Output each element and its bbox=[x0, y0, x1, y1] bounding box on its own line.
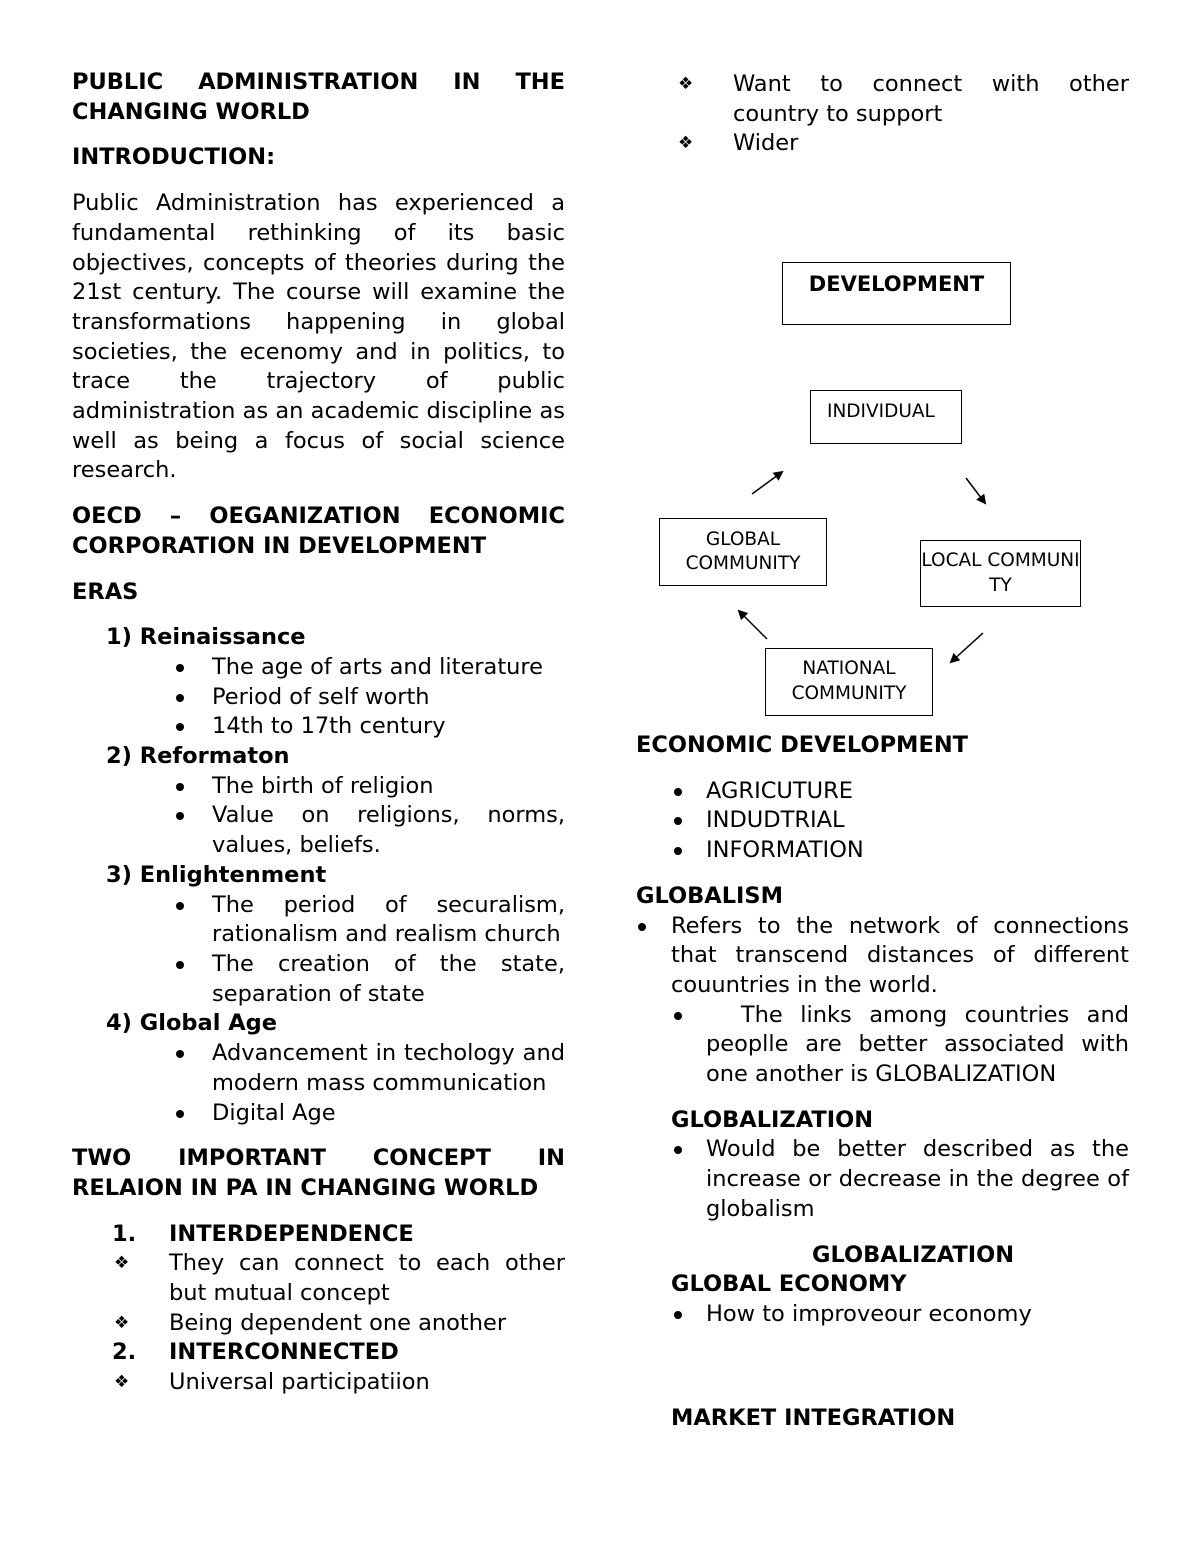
connect-bullet-text: Wider bbox=[733, 130, 799, 157]
global-community-label: GLOBAL COMMUNITY bbox=[685, 529, 801, 574]
era-title: 2) Reformaton bbox=[106, 743, 290, 770]
globalization-list bbox=[636, 1135, 1129, 1224]
globalism-subitem-text: The links among countries and peoplle are better associated with one another is GLOBALIZATION bbox=[706, 1001, 1129, 1088]
global-economy-heading: GLOBAL ECONOMY bbox=[671, 1271, 907, 1298]
globalism-heading: GLOBALISM bbox=[636, 882, 783, 909]
right-lower bbox=[636, 731, 1129, 1433]
era-bullet: Digital Age bbox=[106, 1099, 565, 1129]
economic-item: AGRICUTURE bbox=[636, 777, 1129, 807]
concept-title: INTERCONNECTED bbox=[169, 1339, 399, 1366]
concept-title: INTERDEPENDENCE bbox=[169, 1220, 414, 1247]
local-community-label: LOCAL COMMUNITY bbox=[921, 550, 1080, 596]
era-bullet: 14th to 17th century bbox=[106, 712, 565, 742]
diamond-bullet-icon: ❖ bbox=[678, 133, 694, 154]
national-community-label: NATIONAL COMMUNITY bbox=[791, 658, 907, 704]
globalization-center-heading: GLOBALIZATION bbox=[812, 1241, 1015, 1268]
era-title: 3) Enlightenment bbox=[106, 861, 327, 888]
era-bullet: The period of securalism, rationalism and realism church bbox=[106, 891, 565, 950]
era-bullet: Value on religions, norms, values, beliefs. bbox=[106, 801, 565, 860]
concept-bullet-text: Being dependent one another bbox=[169, 1309, 507, 1336]
concept-number: 2. bbox=[112, 1339, 137, 1366]
economic-item: INFORMATION bbox=[636, 836, 1129, 866]
concept-bullet-text: Universal participatiion bbox=[169, 1369, 430, 1396]
globalism-item: Refers to the network of connections that transcend distances of different couuntries in the world. bbox=[636, 912, 1129, 1001]
concept-bullet-text: They can connect to each other but mutual concept bbox=[169, 1250, 565, 1307]
era-title: 4) Global Age bbox=[106, 1010, 278, 1037]
globalization-item: Would be better described as the increase or decrease in the degree of globalism bbox=[636, 1135, 1129, 1224]
era-bullet: Advancement in techology and modern mass communication bbox=[106, 1039, 565, 1098]
diamond-bullet-icon: ❖ bbox=[114, 1312, 130, 1333]
eras-heading: ERAS bbox=[72, 578, 139, 605]
diamond-bullet-icon: ❖ bbox=[114, 1372, 130, 1393]
diamond-bullet-icon: ❖ bbox=[678, 74, 694, 94]
economic-item: INDUDTRIAL bbox=[636, 806, 1129, 836]
concept-number: 1. bbox=[112, 1220, 137, 1247]
global-economy-item: How to improveour economy bbox=[636, 1300, 1129, 1330]
global-economy-list bbox=[636, 1300, 1129, 1330]
development-label: DEVELOPMENT bbox=[808, 272, 985, 296]
globalization-heading: GLOBALIZATION bbox=[671, 1106, 874, 1133]
introduction-paragraph: Public Administration has experienced a fundamental rethinking of its basic objectives, concepts of theories during the 21st century. The course will examine the transformations happening in global societies, the ecenomy and in politics, to trace the trajectory of public administration as an academic discipline as well as being a focus of social science research. bbox=[72, 190, 565, 484]
economic-development-heading: ECONOMIC DEVELOPMENT bbox=[636, 732, 968, 758]
arrow-individual-to-local bbox=[966, 478, 985, 503]
connect-bullet-text: Want to connect with other country to support bbox=[733, 71, 1129, 127]
globalism-subitem bbox=[636, 1001, 1129, 1090]
document-title: PUBLIC ADMINISTRATION IN THE CHANGING WORLD bbox=[72, 69, 565, 125]
introduction-heading: INTRODUCTION: bbox=[72, 144, 276, 171]
era-title: 1) Reinaissance bbox=[106, 624, 306, 651]
oecd-heading: OECD – OEGANIZATION ECONOMIC CORPORATION IN DEVELOPMENT bbox=[72, 503, 565, 559]
globalism-list bbox=[636, 912, 1129, 1090]
arrow-local-to-national bbox=[951, 633, 983, 662]
arrow-global-to-individual bbox=[752, 472, 782, 494]
economic-list bbox=[636, 777, 1129, 866]
arrow-national-to-global bbox=[739, 611, 767, 639]
era-bullet: Period of self worth bbox=[106, 683, 565, 713]
era-bullet: The birth of religion bbox=[106, 772, 565, 802]
market-integration-heading: MARKET INTEGRATION bbox=[671, 1404, 956, 1431]
era-bullet: The age of arts and literature bbox=[106, 653, 565, 683]
diamond-bullet-icon: ❖ bbox=[114, 1253, 130, 1274]
era-bullet: The creation of the state, separation of state bbox=[106, 950, 565, 1009]
two-concepts-heading: TWO IMPORTANT CONCEPT IN RELAION IN PA IN CHANGING WORLD bbox=[72, 1145, 565, 1201]
individual-label: INDIVIDUAL bbox=[827, 401, 935, 422]
